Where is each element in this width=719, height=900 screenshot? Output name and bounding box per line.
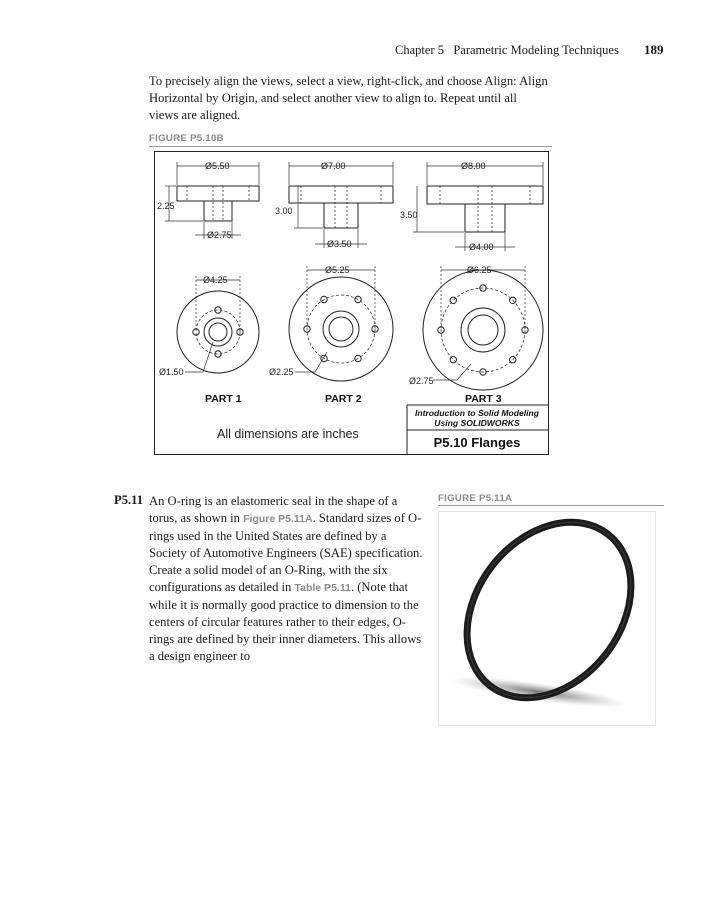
oring-shadow <box>449 671 630 714</box>
figure-b-label: FIGURE P5.10B <box>149 133 224 144</box>
part2-label: PART 2 <box>325 393 362 405</box>
title-block <box>407 405 548 454</box>
title-block-title: P5.10 Flanges <box>433 435 521 450</box>
page-number: 189 <box>644 42 664 57</box>
part1-side-view <box>177 186 259 221</box>
intro-paragraph: To precisely align the views, select a view, right-click, and choose Align: Align Horizontal by Origin, and select another view to align to. Repeat until all views are aligned. <box>149 74 548 122</box>
oring-torus <box>439 512 655 725</box>
p3-height-dim: 3.50 <box>400 210 418 220</box>
part1-label: PART 1 <box>205 393 242 405</box>
flanges-drawing-svg <box>155 152 548 454</box>
figure-reference-link[interactable]: Figure P5.11A <box>243 513 313 525</box>
flanges-drawing <box>154 151 549 455</box>
units-note: All dimensions are inches <box>217 427 359 441</box>
p2-height-dim: 3.00 <box>275 206 293 216</box>
part3-side-view <box>427 186 543 232</box>
p3-bolt-circle-dim: Ø6.25 <box>467 265 492 275</box>
p2-shaft-dim: Ø3.50 <box>327 239 352 249</box>
p1-bolt-circle-dim: Ø4.25 <box>203 275 228 285</box>
part3-label: PART 3 <box>465 393 502 405</box>
part2-side-view <box>289 186 393 228</box>
figure-b-rule <box>149 146 552 147</box>
title-block-line2: Using SOLIDWORKS <box>434 418 520 428</box>
figure-a-rule <box>438 505 664 506</box>
p1-hole-dim: Ø1.50 <box>159 367 184 377</box>
part1-top-view <box>177 291 259 373</box>
problem-text-part3: . (Note that while it is normally good practice to dimension to the centers of circular features rather to their edges, O-rings are defined by their inner diameters. This allows a design engineer to <box>149 580 422 663</box>
oring-image <box>438 511 656 726</box>
p1-shaft-dim: Ø2.75 <box>207 230 232 240</box>
problem-text-part2: . Standard sizes of O-rings used in the United States are defined by a Society of Automotive Engineers (SAE) specification. Create a solid model of an O-Ring, with the six configurations as detailed in <box>149 511 423 594</box>
title-block-line1: Introduction to Solid Modeling <box>414 408 540 418</box>
problem-number: P5.11 <box>114 493 144 507</box>
p2-bolt-circle-dim: Ø5.25 <box>325 265 350 275</box>
p1-od-dim: Ø5.50 <box>205 161 230 171</box>
p2-hole-dim: Ø2.25 <box>269 367 294 377</box>
problem-text <box>149 493 427 665</box>
oring-illustration <box>439 512 655 725</box>
problem-text-part1: An O-ring is an elastomeric seal in the shape of a torus, as shown in <box>149 494 398 525</box>
p3-hole-dim: Ø2.75 <box>409 376 434 386</box>
running-header-chapter: Chapter 5 Parametric Modeling Techniques <box>395 43 619 57</box>
table-reference-link[interactable]: Table P5.11 <box>294 582 351 594</box>
figure-a-label: FIGURE P5.11A <box>438 493 513 504</box>
p3-shaft-dim: Ø4.00 <box>469 242 494 252</box>
part2-top-view <box>289 277 393 381</box>
p1-height-dim: 2.25 <box>157 201 175 211</box>
p2-od-dim: Ø7.00 <box>321 161 346 171</box>
p3-od-dim: Ø8.00 <box>461 161 486 171</box>
